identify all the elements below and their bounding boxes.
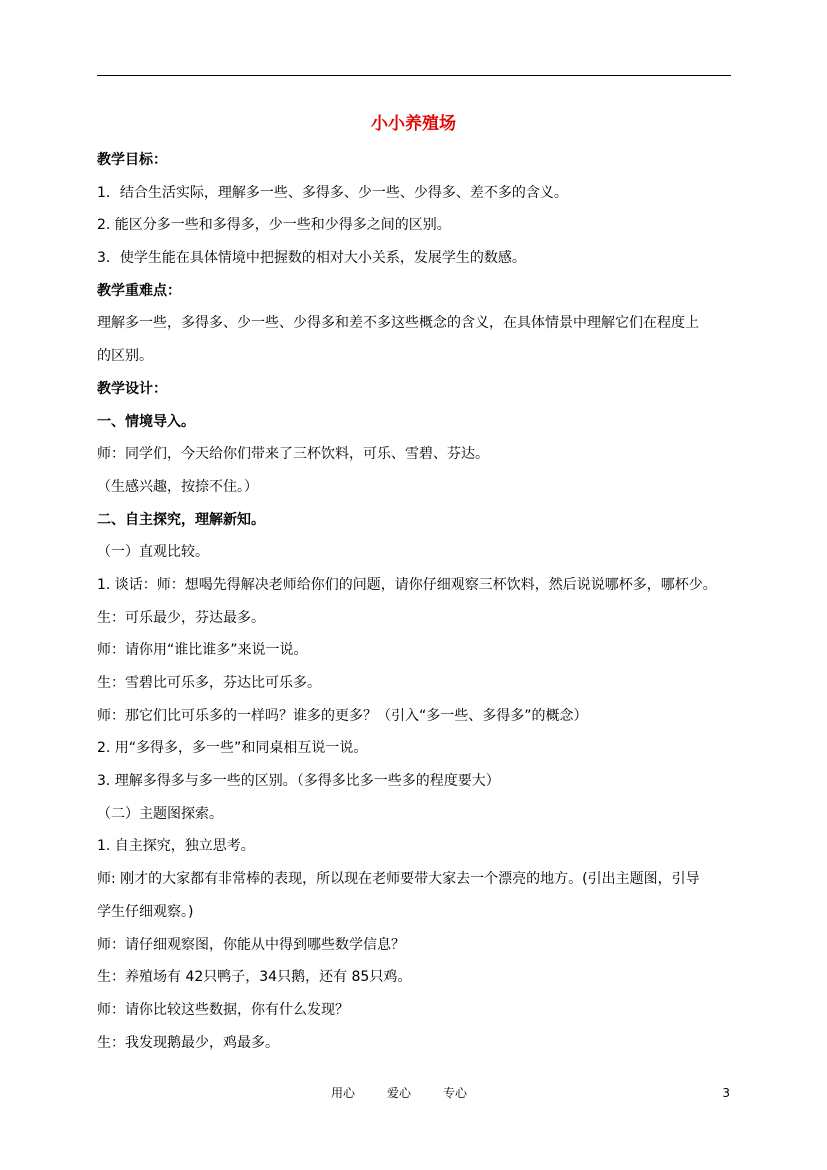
text-line: 的区别。	[97, 348, 153, 365]
text-line: 生：养殖场有 42只鸭子，34只鹅，还有 85只鸡。	[97, 969, 412, 986]
text-line: 师：请你比较这些数据，你有什么发现？	[97, 1001, 349, 1018]
text-line: 学生仔细观察。)	[97, 903, 194, 920]
text-line: 师：同学们，今天给你们带来了三杯饮料，可乐、雪碧、芬达。	[97, 446, 489, 463]
text-line: 生：可乐最少，芬达最多。	[97, 609, 265, 626]
text-line: 师：那它们比可乐多的一样吗？谁多的更多？（引入“多一些、多得多”的概念）	[97, 707, 588, 724]
text-line: 二、自主探究，理解新知。	[97, 511, 265, 528]
text-line: 教学重难点：	[97, 282, 181, 299]
text-line: 3．使学生能在具体情境中把握数的相对大小关系，发展学生的数感。	[97, 250, 526, 267]
text-line: 1．结合生活实际，理解多一些、多得多、少一些、少得多、差不多的含义。	[97, 184, 568, 201]
text-line: 一、情境导入。	[97, 413, 195, 430]
document-body	[97, 147, 737, 1062]
text-line: 1. 谈话：师：想喝先得解决老师给你们的问题，请你仔细观察三杯饮料，然后说说哪杯多，哪杯少。	[97, 576, 717, 593]
document-title: 小小养殖场	[371, 114, 456, 134]
text-line: 2. 能区分多一些和多得多，少一些和少得多之间的区别。	[97, 217, 451, 234]
page-number: 3	[722, 1086, 730, 1100]
text-line: 1. 自主探究，独立思考。	[97, 838, 255, 855]
footer-item: 爱心	[387, 1086, 412, 1100]
text-line: 教学目标：	[97, 152, 167, 168]
text-line: 师：请仔细观察图，你能从中得到哪些数学信息？	[97, 936, 405, 953]
text-line: 2. 用“多得多，多一些”和同桌相互说一说。	[97, 740, 368, 757]
text-line: 师：请你用“谁比谁多”来说一说。	[97, 642, 308, 659]
header-rule	[97, 75, 731, 76]
text-line: 教学设计：	[97, 380, 167, 397]
text-line: （二）主题图探索。	[97, 805, 223, 822]
text-line: （一）直观比较。	[97, 544, 209, 561]
text-line: 生：雪碧比可乐多，芬达比可乐多。	[97, 675, 321, 691]
footer-item: 用心	[331, 1086, 356, 1100]
text-line: 3. 理解多得多与多一些的区别。（多得多比多一些多的程度要大）	[97, 773, 500, 790]
text-line: 理解多一些，多得多、少一些、少得多和差不多这些概念的含义，在具体情景中理解它们在程度上	[97, 315, 699, 332]
text-line: 师: 刚才的大家都有非常棒的表现，所以现在老师要带大家去一个漂亮的地方。(引出主题图，引导	[97, 871, 700, 888]
footer-item: 专心	[443, 1086, 468, 1100]
text-line: （生感兴趣，按捺不住。）	[97, 478, 258, 495]
text-line: 生：我发现鹅最少，鸡最多。	[97, 1034, 279, 1051]
